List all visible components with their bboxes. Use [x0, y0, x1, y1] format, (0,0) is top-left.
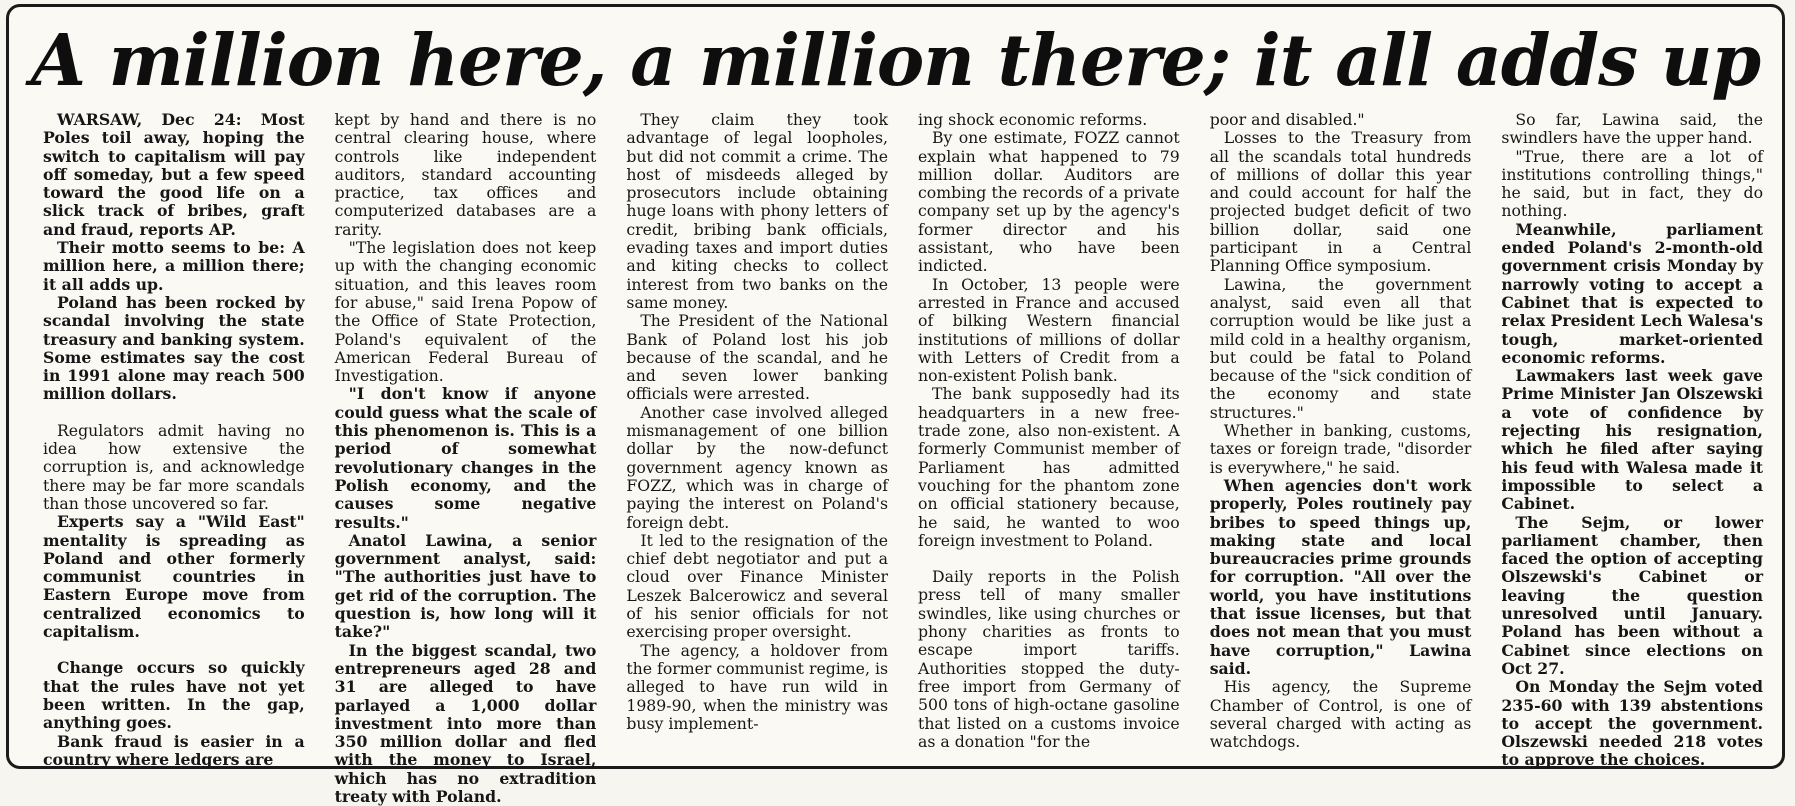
article-frame — [6, 4, 1785, 806]
paragraph: So far, Lawina said, the swindlers have the upper hand. — [1501, 110, 1764, 148]
paragraph: On Monday the Sejm voted 235-60 with 139 abstentions to accept the government. Olszewski needed 218 votes to approve the choices. — [1501, 677, 1764, 770]
paragraph: The bank supposedly had its headquarters in a new free-trade zone, also non-existent. A formerly Communist member of Parliament has admitted vouching for the phantom zone on official stationery because, he said, he wanted to woo foreign investment to Poland. — [918, 384, 1180, 550]
paragraph: "True, there are a lot of institutions controlling things," he said, but in fact, they do nothing. — [1501, 146, 1764, 221]
paragraph: The agency, a holdover from the former communist regime, is alleged to have run wild in 1989-90, when the ministry was busy implement- — [626, 640, 889, 733]
paragraph: "The legislation does not keep up with the changing economic situation, and this leaves room for abuse," said Irena Popow of the Office of State Protection, Poland's equivalent of the American Federal Bureau of Investigation. — [334, 238, 597, 386]
paragraph: The President of the National Bank of Poland lost his job because of the scandal, and he and seven lower banking officials were arrested. — [626, 311, 889, 404]
paragraph: ing shock economic reforms. — [918, 110, 1148, 129]
headline: A million here, a million there; it all adds up — [30, 18, 1761, 102]
paragraph: kept by hand and there is no central clearing house, where controls like independent auditors, standard accounting practice, tax offices and computerized databases are a rarity. — [334, 110, 597, 239]
paragraph: "I don't know if anyone could guess what the scale of this phenomenon is. This is a period of somewhat revolutionary changes in the Polish economy, and the causes some negative results." — [334, 384, 597, 532]
paragraph: WARSAW, Dec 24: Most Poles toil away, hoping the switch to capitalism will pay off someday, but a few speed toward the good life on a slick track of bribes, graft and fraud, reports AP. — [43, 110, 305, 239]
paragraph: Whether in banking, customs, taxes or foreign trade, "disorder is everywhere," he said. — [1209, 421, 1472, 477]
column-1 — [43, 110, 305, 769]
paragraph: They claim they took advantage of legal loopholes, but did not commit a crime. The host of misdeeds alleged by prosecutors include obtaining huge loans with phony letters of credit, bribing bank officials, evading taxes and import duties and kiting checks to collect interest from two banks on the same money. — [626, 110, 889, 312]
paragraph: In October, 13 people were arrested in France and accused of bilking Western financial institutions of millions of dollar with Letters of Credit from a non-existent Polish bank. — [918, 274, 1180, 386]
paragraph: poor and disabled." — [1209, 110, 1365, 129]
column-6 — [1501, 110, 1764, 770]
column-5 — [1210, 111, 1472, 761]
paragraph: Regulators admit having no idea how extensive the corruption is, and acknowledge there may be far more scandals than those uncovered so far. — [43, 420, 305, 513]
paragraph: By one estimate, FOZZ cannot explain what happened to 79 million dollar. Auditors are combing the records of a private company set up by the agency's former director and his assistant, who have been indicted. — [918, 128, 1180, 276]
paragraph: His agency, the Supreme Chamber of Control, is one of several charged with acting as watchdogs. — [1209, 677, 1472, 752]
paragraph: Their motto seems to be: A million here, a million there; it all adds up. — [43, 238, 305, 294]
paragraph: Change occurs so quickly that the rules have not yet been written. In the gap, anything goes. — [43, 658, 305, 733]
paragraph: Meanwhile, parliament ended Poland's 2-month-old government crisis Monday by narrowly voting to accept a Cabinet that is expected to relax President Lech Walesa's tough, market-oriented economic reforms. — [1501, 219, 1764, 367]
paragraph: Lawmakers last week gave Prime Minister Jan Olszewski a vote of confidence by rejecting his resignation, which he filed after saying his feud with Walesa made it impossible to select a Cabinet. — [1501, 366, 1764, 514]
paragraph: The Sejm, or lower parliament chamber, then faced the option of accepting Olszewski's Cabinet or leaving the question unresolved until January. Poland has been without a Cabinet since elections on Oct 27. — [1501, 512, 1764, 678]
column-2 — [334, 110, 597, 806]
paragraph: Experts say a "Wild East" mentality is spreading as Poland and other formerly communist countries in Eastern Europe move from centralized economics to capitalism. — [43, 512, 305, 642]
paragraph: Bank fraud is easier in a country where ledgers are — [43, 731, 305, 769]
article-columns — [43, 110, 1764, 806]
paragraph: In the biggest scandal, two entrepreneurs aged 28 and 31 are alleged to have parlayed a 1,000 dollar investment into more than 350 million dollar and fled with the money to Israel, which has no extradition treaty with Poland. — [334, 640, 597, 806]
column-4 — [918, 111, 1180, 761]
paragraph: It led to the resignation of the chief debt negotiator and put a cloud over Finance Minister Leszek Balcerowicz and several of his senior officials for not exercising proper oversight. — [626, 530, 889, 642]
paragraph: Losses to the Treasury from all the scandals total hundreds of millions of dollar this year and could account for half the projected budget deficit of two billion dollar, said one participant in a Central Planning Office symposium. — [1209, 128, 1472, 276]
paragraph: Poland has been rocked by scandal involving the state treasury and banking system. Some estimates say the cost in 1991 alone may reach 500 million dollars. — [43, 292, 305, 404]
paragraph: Another case involved alleged mismanagement of one billion dollar by the now-defunct government agency known as FOZZ, which was in charge of paying the interest on Poland's foreign debt. — [626, 402, 889, 532]
paragraph: When agencies don't work properly, Poles routinely pay bribes to speed things up, making state and local bureaucracies prime grounds for corruption. "All over the world, you have institutions that issue licenses, but that does not mean that you must have corruption," Lawina said. — [1209, 475, 1472, 678]
paragraph: Lawina, the government analyst, said even all that corruption would be like just a mild cold in a healthy organism, but could be fatal to Poland because of the "sick condition of the economy and state structures." — [1209, 274, 1472, 422]
paragraph: Daily reports in the Polish press tell of many smaller swindles, like using churches or phony charities as fronts to escape import tariffs. Authorities stopped the duty-free import from Germany of 500 tons of high-octane gasoline that listed on a customs invoice as a donation "for the — [918, 567, 1180, 751]
paragraph: Anatol Lawina, a senior government analyst, said: "The authorities just have to get rid of the corruption. The question is, how long will it take?" — [334, 530, 597, 642]
column-3 — [626, 111, 888, 761]
